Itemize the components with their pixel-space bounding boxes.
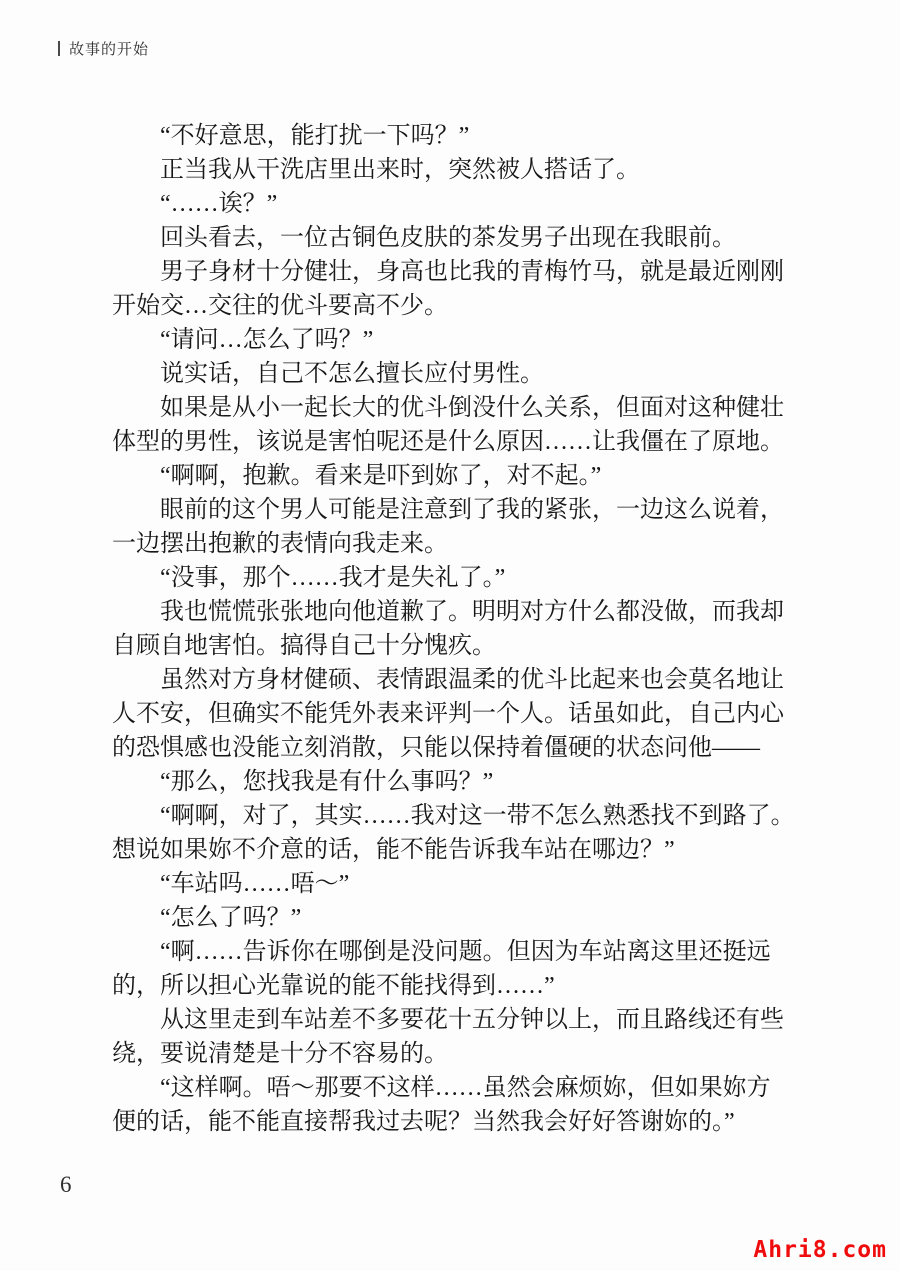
text-line: 眼前的这个男人可能是注意到了我的紧张，一边这么说着， xyxy=(160,497,784,523)
text-line: 绕，要说清楚是十分不容易的。 xyxy=(112,1041,448,1067)
text-line: “车站吗……唔～” xyxy=(160,871,350,897)
text-line: “怎么了吗？” xyxy=(160,905,302,931)
watermark: Ahri8.com xyxy=(753,1237,887,1263)
text-line: 从这里走到车站差不多要花十五分钟以上，而且路线还有些 xyxy=(160,1007,784,1033)
text-line: “那么，您找我是有什么事吗？” xyxy=(160,769,494,795)
text-line: 一边摆出抱歉的表情向我走来。 xyxy=(112,531,448,557)
text-line: “请问…怎么了吗？” xyxy=(160,327,374,353)
text-line: “啊啊，对了，其实……我对这一带不怎么熟悉找不到路了。 xyxy=(160,803,795,829)
text-line: “啊啊，抱歉。看来是吓到妳了，对不起。” xyxy=(160,463,602,489)
text-line: “……诶？” xyxy=(160,191,278,217)
text-line: “不好意思，能打扰一下吗？” xyxy=(160,123,470,149)
page-number: 6 xyxy=(60,1172,72,1197)
header-accent-bar-icon xyxy=(58,41,60,56)
text-line: 人不安，但确实不能凭外表来评判一个人。话虽如此，自己内心 xyxy=(112,701,784,727)
text-line: 回头看去，一位古铜色皮肤的茶发男子出现在我眼前。 xyxy=(160,225,736,251)
text-line: 自顾自地害怕。搞得自己十分愧疚。 xyxy=(112,633,496,659)
text-line: 想说如果妳不介意的话，能不能告诉我车站在哪边？” xyxy=(112,837,675,863)
text-line: 体型的男性，该说是害怕呢还是什么原因……让我僵在了原地。 xyxy=(112,429,784,455)
text-line: 的恐惧感也没能立刻消散，只能以保持着僵硬的状态问他—— xyxy=(112,735,760,761)
text-line: “这样啊。唔～那要不这样……虽然会麻烦妳，但如果妳方 xyxy=(160,1075,771,1101)
text-line: 正当我从干洗店里出来时，突然被人搭话了。 xyxy=(160,157,640,183)
text-line: “没事，那个……我才是失礼了。” xyxy=(160,565,506,591)
text-line: 男子身材十分健壮，身高也比我的青梅竹马，就是最近刚刚 xyxy=(160,259,784,285)
text-line: 开始交…交往的优斗要高不少。 xyxy=(112,293,448,319)
header-title: 故事的开始 xyxy=(69,41,150,58)
text-line: 我也慌慌张张地向他道歉了。明明对方什么都没做，而我却 xyxy=(160,599,784,625)
text-line: 虽然对方身材健硕、表情跟温柔的优斗比起来也会莫名地让 xyxy=(160,667,784,693)
text-line: “啊……告诉你在哪倒是没问题。但因为车站离这里还挺远 xyxy=(160,939,771,965)
text-line: 的，所以担心光靠说的能不能找得到……” xyxy=(112,973,555,999)
text-line: 说实话，自己不怎么擅长应付男性。 xyxy=(160,361,544,387)
text-line: 便的话，能不能直接帮我过去呢？当然我会好好答谢妳的。” xyxy=(112,1109,735,1135)
text-line: 如果是从小一起长大的优斗倒没什么关系，但面对这种健壮 xyxy=(160,395,784,421)
body-text xyxy=(112,119,802,1139)
running-header xyxy=(58,38,149,59)
